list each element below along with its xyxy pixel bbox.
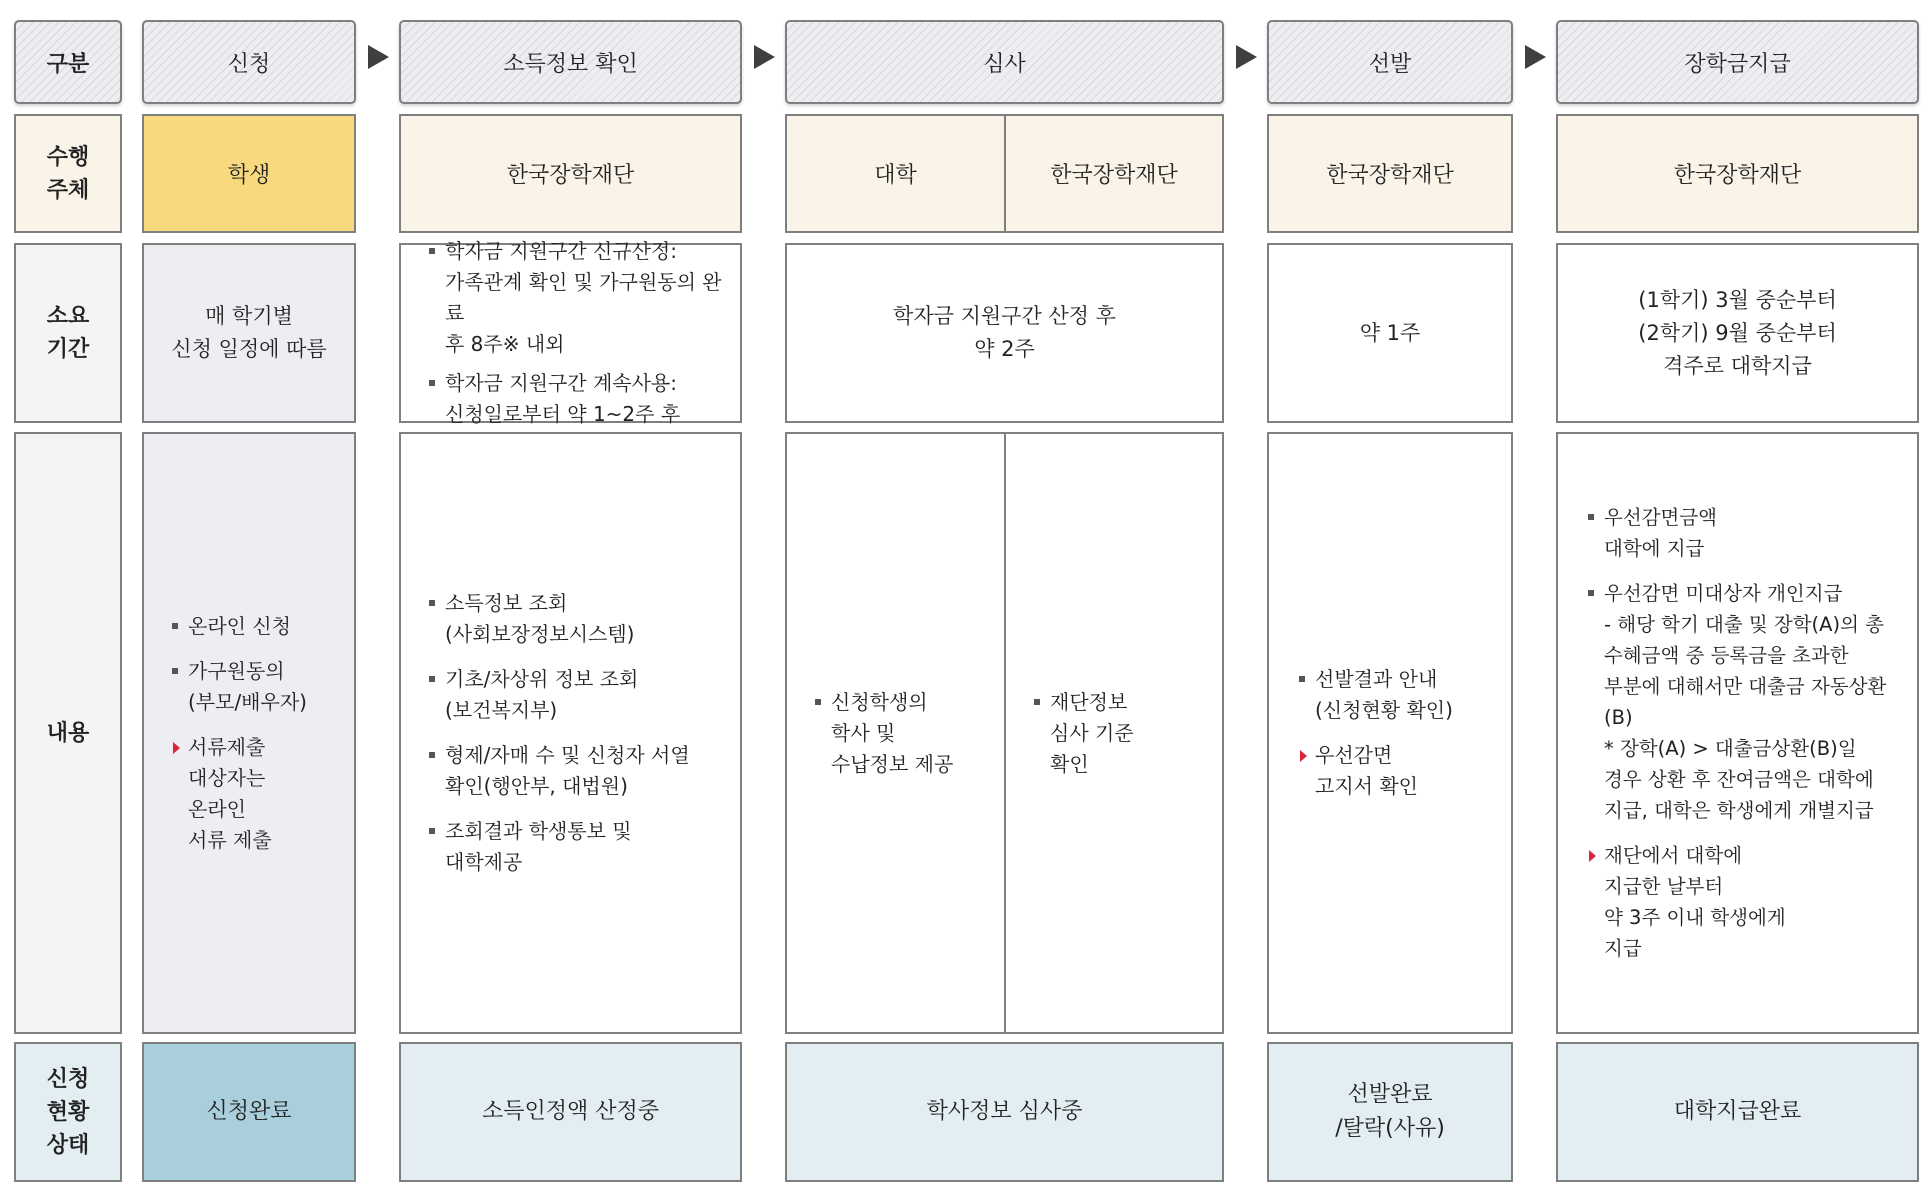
list-item: 형제/자매 수 및 신청자 서열 확인(행안부, 대법원) bbox=[429, 740, 690, 802]
header-stage-income bbox=[399, 20, 742, 104]
status-select-text: 선발완료 /탈락(사유) bbox=[1335, 1082, 1445, 1141]
status-apply bbox=[142, 1042, 356, 1182]
period-pay bbox=[1556, 243, 1919, 423]
period-apply-text: 매 학기별 신청 일정에 따름 bbox=[171, 304, 327, 361]
list-item: 학자금 지원구간 계속사용: 신청일로부터 약 1~2주 후 bbox=[429, 368, 740, 430]
content-income-list bbox=[429, 588, 690, 878]
list-item: 우선감면 고지서 확인 bbox=[1299, 740, 1453, 802]
period-income-list bbox=[429, 236, 740, 430]
list-item: 선발결과 안내 (신청현황 확인) bbox=[1299, 664, 1453, 726]
list-item: 재단정보 심사 기준 확인 bbox=[1034, 687, 1134, 780]
list-item: 신청학생의 학사 및 수납정보 제공 bbox=[815, 687, 953, 780]
stage-apply-name: 신청 bbox=[227, 51, 271, 77]
actor-select bbox=[1267, 114, 1513, 233]
actor-select-text: 한국장학재단 bbox=[1326, 163, 1454, 188]
period-income bbox=[399, 239, 742, 426]
actor-apply bbox=[142, 114, 356, 233]
period-review bbox=[785, 243, 1224, 423]
label-period-text: 소요 기간 bbox=[46, 304, 90, 362]
list-item: 기초/차상위 정보 조회 (보건복지부) bbox=[429, 664, 690, 726]
label-status-text: 신청 현황 상태 bbox=[46, 1066, 90, 1158]
stage-income-name: 소득정보 확인 bbox=[503, 51, 638, 77]
label-period bbox=[14, 243, 122, 423]
label-content-text: 내용 bbox=[46, 720, 90, 746]
header-stage-apply bbox=[142, 20, 356, 104]
header-stage-select bbox=[1267, 20, 1513, 104]
actor-review-univ-text: 대학 bbox=[874, 163, 917, 188]
status-pay-text: 대학지급완료 bbox=[1673, 1099, 1802, 1124]
arrow-right-icon bbox=[1525, 45, 1546, 69]
period-select bbox=[1267, 243, 1513, 423]
list-item: 재단에서 대학에 지급한 날부터 약 3주 이내 학생에게 지급 bbox=[1588, 840, 1886, 964]
status-income-text: 소득인정액 산정중 bbox=[481, 1099, 659, 1124]
actor-review-univ bbox=[785, 114, 1006, 233]
actor-pay-text: 한국장학재단 bbox=[1673, 163, 1802, 188]
list-item: 우선감면금액 대학에 지급 bbox=[1588, 502, 1886, 564]
arrow-right-icon bbox=[754, 45, 775, 69]
actor-review-kosaf bbox=[1004, 114, 1224, 233]
content-select bbox=[1267, 432, 1513, 1034]
actor-apply-text: 학생 bbox=[227, 163, 271, 188]
actor-income-text: 한국장학재단 bbox=[506, 163, 635, 188]
actor-review-kosaf-text: 한국장학재단 bbox=[1050, 163, 1178, 188]
period-pay-text: (1학기) 3월 중순부터 (2학기) 9월 중순부터 격주로 대학지급 bbox=[1638, 287, 1837, 378]
content-review-kosaf bbox=[1004, 432, 1224, 1034]
list-item: 조회결과 학생통보 및 대학제공 bbox=[429, 816, 690, 878]
header-stage-review bbox=[785, 20, 1224, 104]
label-content bbox=[14, 432, 122, 1034]
period-apply bbox=[142, 243, 356, 423]
label-actor-text: 수행 주체 bbox=[46, 144, 90, 203]
status-review-text: 학사정보 심사중 bbox=[926, 1099, 1083, 1124]
status-review bbox=[785, 1042, 1224, 1182]
list-item: 가구원동의 (부모/배우자) bbox=[172, 656, 307, 718]
content-pay bbox=[1556, 432, 1919, 1034]
status-pay bbox=[1556, 1042, 1919, 1182]
list-item: 온라인 신청 bbox=[172, 611, 307, 642]
status-apply-text: 신청완료 bbox=[206, 1099, 292, 1124]
content-income bbox=[399, 432, 742, 1034]
content-apply-list bbox=[172, 611, 307, 856]
content-review-kosaf-list bbox=[1034, 687, 1134, 780]
list-item: 서류제출 대상자는 온라인 서류 제출 bbox=[172, 732, 307, 856]
stage-pay-name: 장학금지급 bbox=[1684, 51, 1791, 77]
arrow-right-icon bbox=[1236, 45, 1257, 69]
list-item: 학자금 지원구간 신규산정: 가족관계 확인 및 가구원동의 완료 후 8주※ 내외 bbox=[429, 236, 740, 360]
stage-select-name: 선발 bbox=[1368, 51, 1412, 77]
header-category-text: 구분 bbox=[46, 51, 90, 77]
content-review-univ bbox=[785, 432, 1006, 1034]
status-income bbox=[399, 1042, 742, 1182]
period-select-text: 약 1주 bbox=[1359, 320, 1421, 345]
content-review-univ-list bbox=[815, 687, 953, 780]
list-item: 우선감면 미대상자 개인지급 - 해당 학기 대출 및 장학(A)의 총 수혜금액 중 등록금을 초과한 부분에 대해서만 대출금 자동상환 (B) * 장학(A) > 대출금상환(B)일 경우 상환 후 잔여금액은 대학에 지급, 대학은 학생에게 개별지급 bbox=[1588, 578, 1886, 826]
label-actor bbox=[14, 114, 122, 233]
header-stage-pay bbox=[1556, 20, 1919, 104]
actor-income bbox=[399, 114, 742, 233]
header-category bbox=[14, 20, 122, 104]
arrow-right-icon bbox=[368, 45, 389, 69]
content-select-list bbox=[1299, 664, 1453, 802]
actor-pay bbox=[1556, 114, 1919, 233]
stage-review-name: 심사 bbox=[983, 51, 1026, 77]
content-pay-list bbox=[1588, 502, 1886, 964]
label-status bbox=[14, 1042, 122, 1182]
content-apply bbox=[142, 432, 356, 1034]
status-select bbox=[1267, 1042, 1513, 1182]
period-review-text: 학자금 지원구간 산정 후 약 2주 bbox=[893, 304, 1116, 361]
list-item: 소득정보 조회 (사회보장정보시스템) bbox=[429, 588, 690, 650]
